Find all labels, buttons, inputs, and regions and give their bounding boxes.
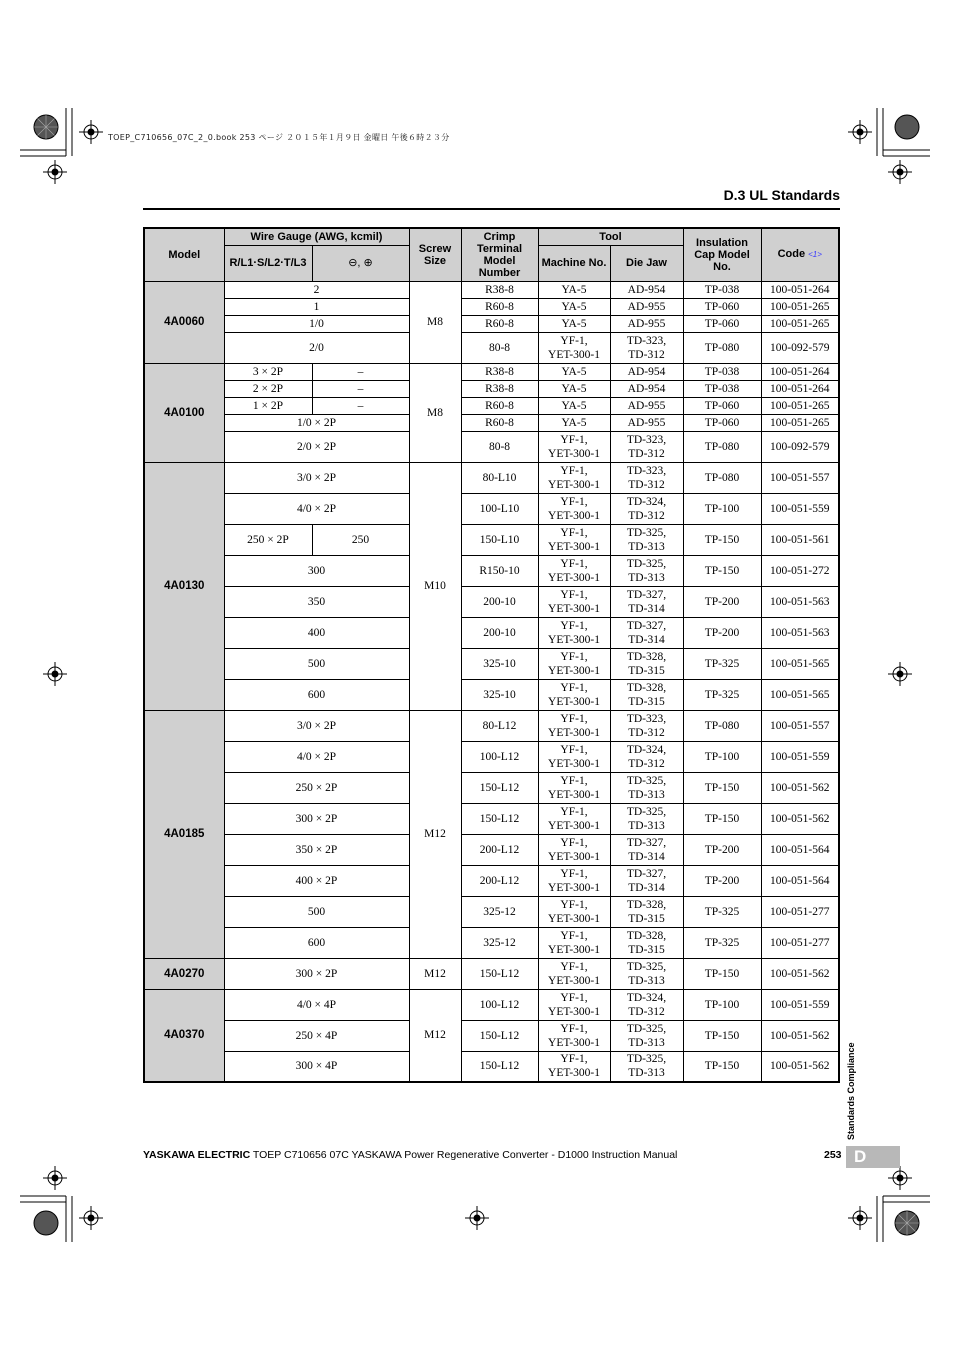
table-row	[144, 493, 839, 524]
wire-gauge-main-cell: 3 × 2P	[224, 363, 312, 380]
code-cell: 100-051-561	[761, 524, 839, 555]
table-row	[144, 1020, 839, 1051]
table-row	[144, 958, 839, 989]
table-row	[144, 679, 839, 710]
crimp-terminal-cell: 150-L12	[461, 803, 538, 834]
machine-no-cell: YF-1, YET-300-1	[538, 462, 610, 493]
machine-no-cell: YF-1, YET-300-1	[538, 834, 610, 865]
table-row	[144, 281, 839, 298]
crimp-terminal-cell: R38-8	[461, 281, 538, 298]
crimp-terminal-cell: 150-L10	[461, 524, 538, 555]
wire-gauge-cell: 4/0 × 2P	[224, 493, 409, 524]
machine-no-cell: YF-1, YET-300-1	[538, 332, 610, 363]
screw-size-cell: M12	[409, 958, 461, 989]
model-cell: 4A0370	[144, 989, 224, 1082]
registration-mark-icon	[79, 120, 103, 144]
die-jaw-cell: TD-323, TD-312	[610, 332, 683, 363]
printer-slug: TOEP_C710656_07C_2_0.book 253 ページ ２０１５年１月９日 金曜日 午後６時２３分	[108, 133, 450, 142]
wire-gauge-cell: 350	[224, 586, 409, 617]
machine-no-cell: YF-1, YET-300-1	[538, 865, 610, 896]
table-row	[144, 555, 839, 586]
code-cell: 100-051-565	[761, 679, 839, 710]
table-row	[144, 363, 839, 380]
crimp-terminal-cell: R60-8	[461, 298, 538, 315]
crimp-terminal-cell: 80-8	[461, 332, 538, 363]
insulation-cap-cell: TP-038	[683, 281, 761, 298]
code-cell: 100-051-277	[761, 896, 839, 927]
machine-no-cell: YA-5	[538, 298, 610, 315]
wire-gauge-dc-cell: –	[312, 363, 409, 380]
screw-size-cell: M12	[409, 989, 461, 1082]
crimp-terminal-cell: R60-8	[461, 414, 538, 431]
wire-gauge-cell: 300	[224, 555, 409, 586]
model-cell: 4A0060	[144, 281, 224, 363]
code-cell: 100-051-264	[761, 281, 839, 298]
wire-gauge-cell: 2	[224, 281, 409, 298]
model-cell: 4A0270	[144, 958, 224, 989]
machine-no-cell: YF-1, YET-300-1	[538, 431, 610, 462]
footer-text: TOEP C710656 07C YASKAWA Power Regenerative Converter - D1000 Instruction Manual	[250, 1149, 678, 1161]
wire-gauge-cell: 400	[224, 617, 409, 648]
machine-no-cell: YF-1, YET-300-1	[538, 989, 610, 1020]
machine-no-cell: YF-1, YET-300-1	[538, 896, 610, 927]
insulation-cap-cell: TP-200	[683, 865, 761, 896]
crimp-terminal-cell: 325-12	[461, 896, 538, 927]
screw-size-cell: M10	[409, 462, 461, 710]
footnote-link[interactable]: <1>	[808, 250, 822, 260]
registration-mark-icon	[848, 1206, 872, 1230]
color-target-icon	[894, 1210, 920, 1236]
code-cell: 100-051-559	[761, 741, 839, 772]
registration-mark-icon	[888, 160, 912, 184]
die-jaw-cell: AD-955	[610, 397, 683, 414]
insulation-cap-cell: TP-150	[683, 555, 761, 586]
insulation-cap-cell: TP-150	[683, 1051, 761, 1082]
wire-gauge-cell: 400 × 2P	[224, 865, 409, 896]
die-jaw-cell: TD-324, TD-312	[610, 741, 683, 772]
wire-gauge-cell: 500	[224, 896, 409, 927]
header-wire-dc: ⊖, ⊕	[312, 245, 409, 281]
code-cell: 100-051-277	[761, 927, 839, 958]
registration-mark-icon	[43, 662, 67, 686]
crimp-terminal-cell: 100-L10	[461, 493, 538, 524]
chapter-letter-tab[interactable]: D	[846, 1146, 900, 1168]
die-jaw-cell: AD-954	[610, 363, 683, 380]
table-row	[144, 414, 839, 431]
header-tool: Tool	[538, 228, 683, 245]
color-target-icon	[894, 114, 920, 140]
die-jaw-cell: TD-323, TD-312	[610, 462, 683, 493]
code-cell: 100-092-579	[761, 332, 839, 363]
crimp-terminal-cell: 200-10	[461, 617, 538, 648]
table-row	[144, 524, 839, 555]
crimp-terminal-table	[143, 227, 840, 1083]
wire-gauge-cell: 600	[224, 927, 409, 958]
die-jaw-cell: TD-328, TD-315	[610, 927, 683, 958]
side-tab-label: Standards Compliance	[846, 1042, 856, 1140]
code-cell: 100-092-579	[761, 431, 839, 462]
die-jaw-cell: AD-955	[610, 298, 683, 315]
header-code	[761, 228, 839, 281]
registration-mark-icon	[43, 1166, 67, 1190]
die-jaw-cell: TD-327, TD-314	[610, 834, 683, 865]
code-cell: 100-051-564	[761, 865, 839, 896]
insulation-cap-cell: TP-100	[683, 989, 761, 1020]
wire-gauge-main-cell: 1 × 2P	[224, 397, 312, 414]
machine-no-cell: YF-1, YET-300-1	[538, 524, 610, 555]
screw-size-cell: M8	[409, 363, 461, 462]
crimp-terminal-cell: R60-8	[461, 315, 538, 332]
code-cell: 100-051-563	[761, 617, 839, 648]
die-jaw-cell: TD-325, TD-313	[610, 958, 683, 989]
insulation-cap-cell: TP-200	[683, 834, 761, 865]
page-footer	[143, 1149, 677, 1161]
die-jaw-cell: TD-325, TD-313	[610, 555, 683, 586]
insulation-cap-cell: TP-325	[683, 679, 761, 710]
machine-no-cell: YF-1, YET-300-1	[538, 679, 610, 710]
wire-gauge-cell: 1	[224, 298, 409, 315]
die-jaw-cell: TD-325, TD-313	[610, 772, 683, 803]
table-row	[144, 803, 839, 834]
die-jaw-cell: AD-954	[610, 380, 683, 397]
insulation-cap-cell: TP-060	[683, 414, 761, 431]
die-jaw-cell: TD-324, TD-312	[610, 493, 683, 524]
code-cell: 100-051-559	[761, 989, 839, 1020]
machine-no-cell: YF-1, YET-300-1	[538, 555, 610, 586]
code-cell: 100-051-265	[761, 397, 839, 414]
wire-gauge-main-cell: 250 × 2P	[224, 524, 312, 555]
insulation-cap-cell: TP-100	[683, 493, 761, 524]
wire-gauge-dc-cell: –	[312, 380, 409, 397]
machine-no-cell: YA-5	[538, 414, 610, 431]
table-row	[144, 896, 839, 927]
machine-no-cell: YA-5	[538, 380, 610, 397]
crimp-terminal-cell: 80-L10	[461, 462, 538, 493]
registration-mark-icon	[79, 1206, 103, 1230]
machine-no-cell: YF-1, YET-300-1	[538, 710, 610, 741]
die-jaw-cell: TD-325, TD-313	[610, 803, 683, 834]
page-number: 253	[824, 1149, 842, 1161]
crimp-terminal-cell: 150-L12	[461, 958, 538, 989]
machine-no-cell: YA-5	[538, 363, 610, 380]
table-row	[144, 315, 839, 332]
code-cell: 100-051-562	[761, 1020, 839, 1051]
insulation-cap-cell: TP-325	[683, 896, 761, 927]
model-cell: 4A0100	[144, 363, 224, 462]
wire-gauge-cell: 300 × 2P	[224, 803, 409, 834]
wire-gauge-cell: 500	[224, 648, 409, 679]
machine-no-cell: YA-5	[538, 397, 610, 414]
code-cell: 100-051-264	[761, 380, 839, 397]
table-row	[144, 617, 839, 648]
section-heading: D.3 UL Standards	[723, 187, 840, 203]
insulation-cap-cell: TP-060	[683, 397, 761, 414]
die-jaw-cell: AD-955	[610, 315, 683, 332]
footer-brand: YASKAWA ELECTRIC	[143, 1149, 251, 1161]
wire-gauge-dc-cell: –	[312, 397, 409, 414]
insulation-cap-cell: TP-060	[683, 298, 761, 315]
machine-no-cell: YF-1, YET-300-1	[538, 927, 610, 958]
wire-gauge-cell: 4/0 × 2P	[224, 741, 409, 772]
crimp-terminal-cell: R150-10	[461, 555, 538, 586]
code-cell: 100-051-562	[761, 1051, 839, 1082]
wire-gauge-cell: 1/0	[224, 315, 409, 332]
insulation-cap-cell: TP-200	[683, 586, 761, 617]
machine-no-cell: YF-1, YET-300-1	[538, 803, 610, 834]
table-row	[144, 710, 839, 741]
die-jaw-cell: TD-328, TD-315	[610, 679, 683, 710]
crimp-terminal-cell: 150-L12	[461, 772, 538, 803]
die-jaw-cell: TD-327, TD-314	[610, 586, 683, 617]
crimp-terminal-cell: 100-L12	[461, 741, 538, 772]
crimp-terminal-cell: 100-L12	[461, 989, 538, 1020]
code-cell: 100-051-264	[761, 363, 839, 380]
header-wire-gauge: Wire Gauge (AWG, kcmil)	[224, 228, 409, 245]
wire-gauge-cell: 300 × 2P	[224, 958, 409, 989]
crimp-terminal-cell: 200-L12	[461, 834, 538, 865]
registration-mark-icon	[43, 160, 67, 184]
insulation-cap-cell: TP-080	[683, 332, 761, 363]
header-code-label: Code	[777, 248, 806, 261]
wire-gauge-cell: 2/0 × 2P	[224, 431, 409, 462]
registration-mark-icon	[888, 1166, 912, 1190]
die-jaw-cell: TD-323, TD-312	[610, 431, 683, 462]
model-cell: 4A0130	[144, 462, 224, 710]
header-insulation-cap: Insulation Cap Model No.	[683, 228, 761, 281]
machine-no-cell: YF-1, YET-300-1	[538, 586, 610, 617]
die-jaw-cell: TD-325, TD-313	[610, 1020, 683, 1051]
table-row	[144, 1051, 839, 1082]
table-row	[144, 380, 839, 397]
model-cell: 4A0185	[144, 710, 224, 958]
code-cell: 100-051-557	[761, 710, 839, 741]
wire-gauge-cell: 350 × 2P	[224, 834, 409, 865]
code-cell: 100-051-565	[761, 648, 839, 679]
header-screw-size: Screw Size	[409, 228, 461, 281]
code-cell: 100-051-562	[761, 772, 839, 803]
insulation-cap-cell: TP-150	[683, 524, 761, 555]
crimp-terminal-cell: 80-L12	[461, 710, 538, 741]
die-jaw-cell: TD-325, TD-313	[610, 524, 683, 555]
code-cell: 100-051-563	[761, 586, 839, 617]
machine-no-cell: YF-1, YET-300-1	[538, 617, 610, 648]
die-jaw-cell: TD-325, TD-313	[610, 1051, 683, 1082]
insulation-cap-cell: TP-325	[683, 648, 761, 679]
color-target-icon	[33, 114, 59, 140]
machine-no-cell: YF-1, YET-300-1	[538, 741, 610, 772]
die-jaw-cell: TD-324, TD-312	[610, 989, 683, 1020]
crimp-terminal-cell: R38-8	[461, 380, 538, 397]
wire-gauge-cell: 600	[224, 679, 409, 710]
wire-gauge-cell: 3/0 × 2P	[224, 710, 409, 741]
crimp-terminal-cell: 80-8	[461, 431, 538, 462]
wire-gauge-cell: 1/0 × 2P	[224, 414, 409, 431]
wire-gauge-cell: 4/0 × 4P	[224, 989, 409, 1020]
machine-no-cell: YF-1, YET-300-1	[538, 772, 610, 803]
crimp-terminal-cell: 200-L12	[461, 865, 538, 896]
insulation-cap-cell: TP-080	[683, 710, 761, 741]
table-row	[144, 989, 839, 1020]
crimp-terminal-cell: 325-10	[461, 679, 538, 710]
code-cell: 100-051-272	[761, 555, 839, 586]
machine-no-cell: YF-1, YET-300-1	[538, 958, 610, 989]
table-row	[144, 648, 839, 679]
crimp-terminal-cell: 325-12	[461, 927, 538, 958]
screw-size-cell: M8	[409, 281, 461, 363]
wire-gauge-cell: 2/0	[224, 332, 409, 363]
machine-no-cell: YF-1, YET-300-1	[538, 493, 610, 524]
header-wire-main: R/L1·S/L2·T/L3	[224, 245, 312, 281]
header-model: Model	[144, 228, 224, 281]
table-row	[144, 431, 839, 462]
crimp-terminal-cell: 325-10	[461, 648, 538, 679]
insulation-cap-cell: TP-150	[683, 803, 761, 834]
table-row	[144, 586, 839, 617]
screw-size-cell: M12	[409, 710, 461, 958]
registration-mark-icon	[888, 662, 912, 686]
crimp-terminal-cell: R38-8	[461, 363, 538, 380]
chapter-side-tab[interactable]	[846, 1040, 862, 1144]
code-cell: 100-051-265	[761, 315, 839, 332]
crimp-terminal-cell: 150-L12	[461, 1051, 538, 1082]
code-cell: 100-051-265	[761, 414, 839, 431]
wire-gauge-dc-cell: 250	[312, 524, 409, 555]
insulation-cap-cell: TP-100	[683, 741, 761, 772]
code-cell: 100-051-265	[761, 298, 839, 315]
color-target-icon	[33, 1210, 59, 1236]
insulation-cap-cell: TP-038	[683, 363, 761, 380]
crimp-terminal-cell: 150-L12	[461, 1020, 538, 1051]
insulation-cap-cell: TP-038	[683, 380, 761, 397]
header-die-jaw: Die Jaw	[610, 245, 683, 281]
table-row	[144, 298, 839, 315]
machine-no-cell: YF-1, YET-300-1	[538, 1051, 610, 1082]
die-jaw-cell: TD-328, TD-315	[610, 648, 683, 679]
die-jaw-cell: TD-327, TD-314	[610, 617, 683, 648]
table-row	[144, 332, 839, 363]
table-row	[144, 772, 839, 803]
die-jaw-cell: TD-328, TD-315	[610, 896, 683, 927]
insulation-cap-cell: TP-060	[683, 315, 761, 332]
machine-no-cell: YF-1, YET-300-1	[538, 648, 610, 679]
header-machine-no: Machine No.	[538, 245, 610, 281]
machine-no-cell: YA-5	[538, 281, 610, 298]
insulation-cap-cell: TP-150	[683, 772, 761, 803]
wire-gauge-cell: 250 × 4P	[224, 1020, 409, 1051]
die-jaw-cell: AD-954	[610, 281, 683, 298]
insulation-cap-cell: TP-200	[683, 617, 761, 648]
header-crimp-terminal: Crimp Terminal Model Number	[461, 228, 538, 281]
heading-rule	[143, 208, 840, 210]
die-jaw-cell: TD-323, TD-312	[610, 710, 683, 741]
table-row	[144, 397, 839, 414]
wire-gauge-cell: 300 × 4P	[224, 1051, 409, 1082]
table-row	[144, 927, 839, 958]
die-jaw-cell: TD-327, TD-314	[610, 865, 683, 896]
table-row	[144, 741, 839, 772]
registration-mark-icon	[848, 120, 872, 144]
wire-gauge-cell: 250 × 2P	[224, 772, 409, 803]
insulation-cap-cell: TP-080	[683, 462, 761, 493]
insulation-cap-cell: TP-325	[683, 927, 761, 958]
wire-gauge-cell: 3/0 × 2P	[224, 462, 409, 493]
machine-no-cell: YA-5	[538, 315, 610, 332]
wire-gauge-main-cell: 2 × 2P	[224, 380, 312, 397]
code-cell: 100-051-559	[761, 493, 839, 524]
crimp-terminal-cell: R60-8	[461, 397, 538, 414]
crimp-terminal-cell: 200-10	[461, 586, 538, 617]
table-row	[144, 865, 839, 896]
die-jaw-cell: AD-955	[610, 414, 683, 431]
code-cell: 100-051-562	[761, 803, 839, 834]
code-cell: 100-051-562	[761, 958, 839, 989]
registration-mark-icon	[465, 1206, 489, 1230]
table-row	[144, 834, 839, 865]
insulation-cap-cell: TP-080	[683, 431, 761, 462]
code-cell: 100-051-564	[761, 834, 839, 865]
code-cell: 100-051-557	[761, 462, 839, 493]
table-row	[144, 462, 839, 493]
machine-no-cell: YF-1, YET-300-1	[538, 1020, 610, 1051]
insulation-cap-cell: TP-150	[683, 1020, 761, 1051]
insulation-cap-cell: TP-150	[683, 958, 761, 989]
